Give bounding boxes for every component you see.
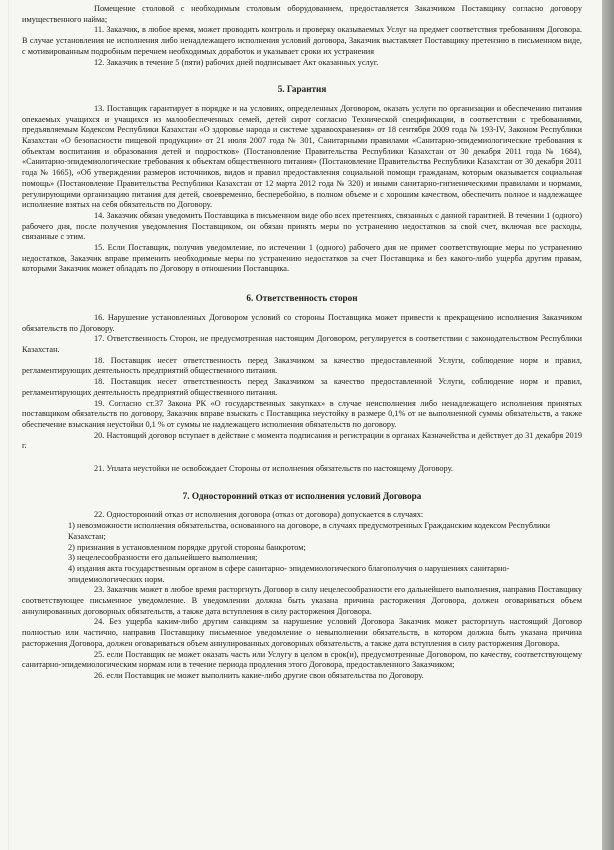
- section-heading: 6. Ответственность сторон: [246, 293, 358, 304]
- paragraph: 11. Заказчик, в любое время, может проводить контроль и проверку оказываемых Услуг на предмет соответствия требованиям Договора. В случае установления не исполнения либо ненадлежащего исполнения условий договора, Заказчик выставляет Поставщику претензию в письменном виде, с мотивированным подробным перечнем необходимых доработок и указывает сроки их устранения: [22, 25, 582, 56]
- paragraph: 15. Если Поставщик, получив уведомление, по истечении 1 (одного) рабочего дня не примет соответствующие меры по устранению недостатков, Заказчик вправе применить необходимые меры по устранению недостатков за счет Поставщика и без какого-либо ущерба другим правам, которыми Заказчик может обладать по Договору в отношении Поставщика.: [22, 243, 582, 274]
- scan-edge: [602, 0, 614, 850]
- paragraph: 25. если Поставщик не может оказать часть или Услугу в целом в срок(и), предусмотренные Договором, по качеству, соответствующему санитарно-эпидемиологическим нормам или в течение периода продления этого Договора, предоставленного Заказчиком;: [22, 649, 582, 670]
- paragraph: 18. Поставщик несет ответственность перед Заказчиком за качество предоставленной Услуги, соблюдение норм и правил, регламентирующих деятельность предприятий общественного питания.: [22, 355, 582, 376]
- paragraph: 23. Заказчик может в любое время расторгнуть Договор в силу нецелесообразности его дальнейшего выполнения, направив Поставщику соответствующее письменное уведомление. В уведомлении должна быть указана причина расторжения Договора, должен оговариваться объем аннулированных договорных обязательств, а также дата вступления в силу расторжения Договора.: [22, 585, 582, 616]
- list-item: 2) признания в установленном порядке другой стороны банкротом;: [68, 542, 306, 552]
- list-item: 4) издания акта государственным органом в сфере санитарно- эпидемиологического благополучия о нарушениях санитарно- эпидемиологических норм.: [68, 563, 510, 584]
- section-heading: 5. Гарантия: [277, 84, 327, 95]
- paragraph: 20. Настоящий договор вступает в действие с момента подписания и регистрации в органах Казначейства и действует до 31 декабря 2019 г.: [22, 430, 582, 451]
- spacer: [22, 452, 582, 464]
- cases-list: [22, 521, 582, 585]
- paragraph: 19. Согласно ст.37 Закона РК «О государственных закупках» в случае неисполнения либо ненадлежащего исполнения принятых поставщиком обязательств по договору, Заказчик вправе взыскать с Поставщика неустойку в размере 0,1% от не выполненной суммы обязательств, а также обеспечение взыскания неустойки 0,1 % от суммы не надлежащего исполнения обязательств по договору.: [22, 398, 582, 429]
- paragraph: 13. Поставщик гарантирует в порядке и на условиях, определенных Договором, оказать услуги по организации и обеспечению питания опекаемых учащихся и учащихся из малообеспеченных семей, детей сирот согласно Технической спецификации, в соответствии с требованиями, предъявляемым Кодексом Республики Казахстан «О здоровье народа и системе здравоохранения» от 18 сентября 2009 года № 193-IV, Законом Республики Казахстан «О безопасности пищевой продукции» от 21 июля 2007 года № 301, Санитарными правилами «Санитарно-эпидемиологические требования к объектам воспитания и образования детей и подростков» (Постановление Правительства Республики Казахстан от 30 декабря 2011 года № 1684), «Санитарно-эпидемиологические требования к объектам общественного питания» (Постановление Правительства Республики Казахстан от 30 декабря 2011 года № 1665), «Об утверждении размеров источников, видов и правил предоставления социальной помощи гражданам, которым оказывается социальная помощь» (Постановление Правительства Республики Казахстан от 12 марта 2012 года № 320) и иными санитарно-гигиеническими правилами и нормами, регулирующими организацию питания для детей, своевременно, бесперебойно, в полном объеме и с хорошим качеством, обеспечить полное и надлежащее исполнение взятых на себя обязательств по Договору.: [22, 103, 582, 210]
- paragraph: 22. Односторонний отказ от исполнения договора (отказ от договора) допускается в случаях:: [94, 510, 424, 520]
- paragraph: 16. Нарушение установленных Договором условий со стороны Поставщика может привести к прекращению исполнения Заказчиком обязательств по Договору.: [22, 312, 582, 333]
- paragraph: 17. Ответственность Сторон, не предусмотренная настоящим Договором, регулируется в соответствии с законодательством Республики Казахстан.: [22, 334, 582, 354]
- paragraph: 12. Заказчик в течение 5 (пяти) рабочих дней подписывает Акт оказанных услуг.: [94, 57, 379, 67]
- paragraph: 24. Без ущерба каким-либо другим санкциям за нарушение условий Договора Заказчик может расторгнуть настоящий Договор полностью или частично, направив Поставщику письменное уведомление о невыполнении обязательств, в котором должна быть указана причина расторжения Договора, должен оговариваться объем аннулированных договорных обязательств, а также дата вступления в силу расторжения Договора.: [22, 617, 582, 648]
- page-crease: [8, 0, 9, 850]
- list-item: 3) нецелесообразности его дальнейшего выполнения;: [68, 553, 258, 563]
- paragraph: 26. если Поставщик не может выполнить какие-либо другие свои обязательства по Договору.: [94, 670, 424, 680]
- list-item: 1) невозможности исполнения обязательства, основанного на договоре, в случаях предусмотренных Гражданским кодексом Республики Казахстан;: [68, 521, 550, 541]
- section-heading: 7. Односторонний отказ от исполнения условий Договора: [182, 490, 422, 501]
- document-body: [22, 4, 582, 682]
- paragraph: 18. Поставщик несет ответственность перед Заказчиком за качество предоставленной Услуги, соблюдение норм и правил, регламентирующих деятельность предприятий общественного питания.: [22, 377, 582, 397]
- paragraph: 21. Уплата неустойки не освобождает Стороны от исполнения обязательств по настоящему Договору.: [94, 464, 453, 474]
- paragraph: 14. Заказчик обязан уведомить Поставщика в письменном виде обо всех претензиях, связанных с данной гарантией. В течении 1 (одного) рабочего дня, после получения уведомления Поставщиком, он обязан принять меры по устранению недостатков за свой счет, включая все расходы, связанные с этим.: [22, 210, 582, 242]
- paragraph: Помещение столовой с необходимым столовым оборудованием, предоставляется Заказчиком Поставщику согласно договору имущественного найма;: [22, 4, 582, 24]
